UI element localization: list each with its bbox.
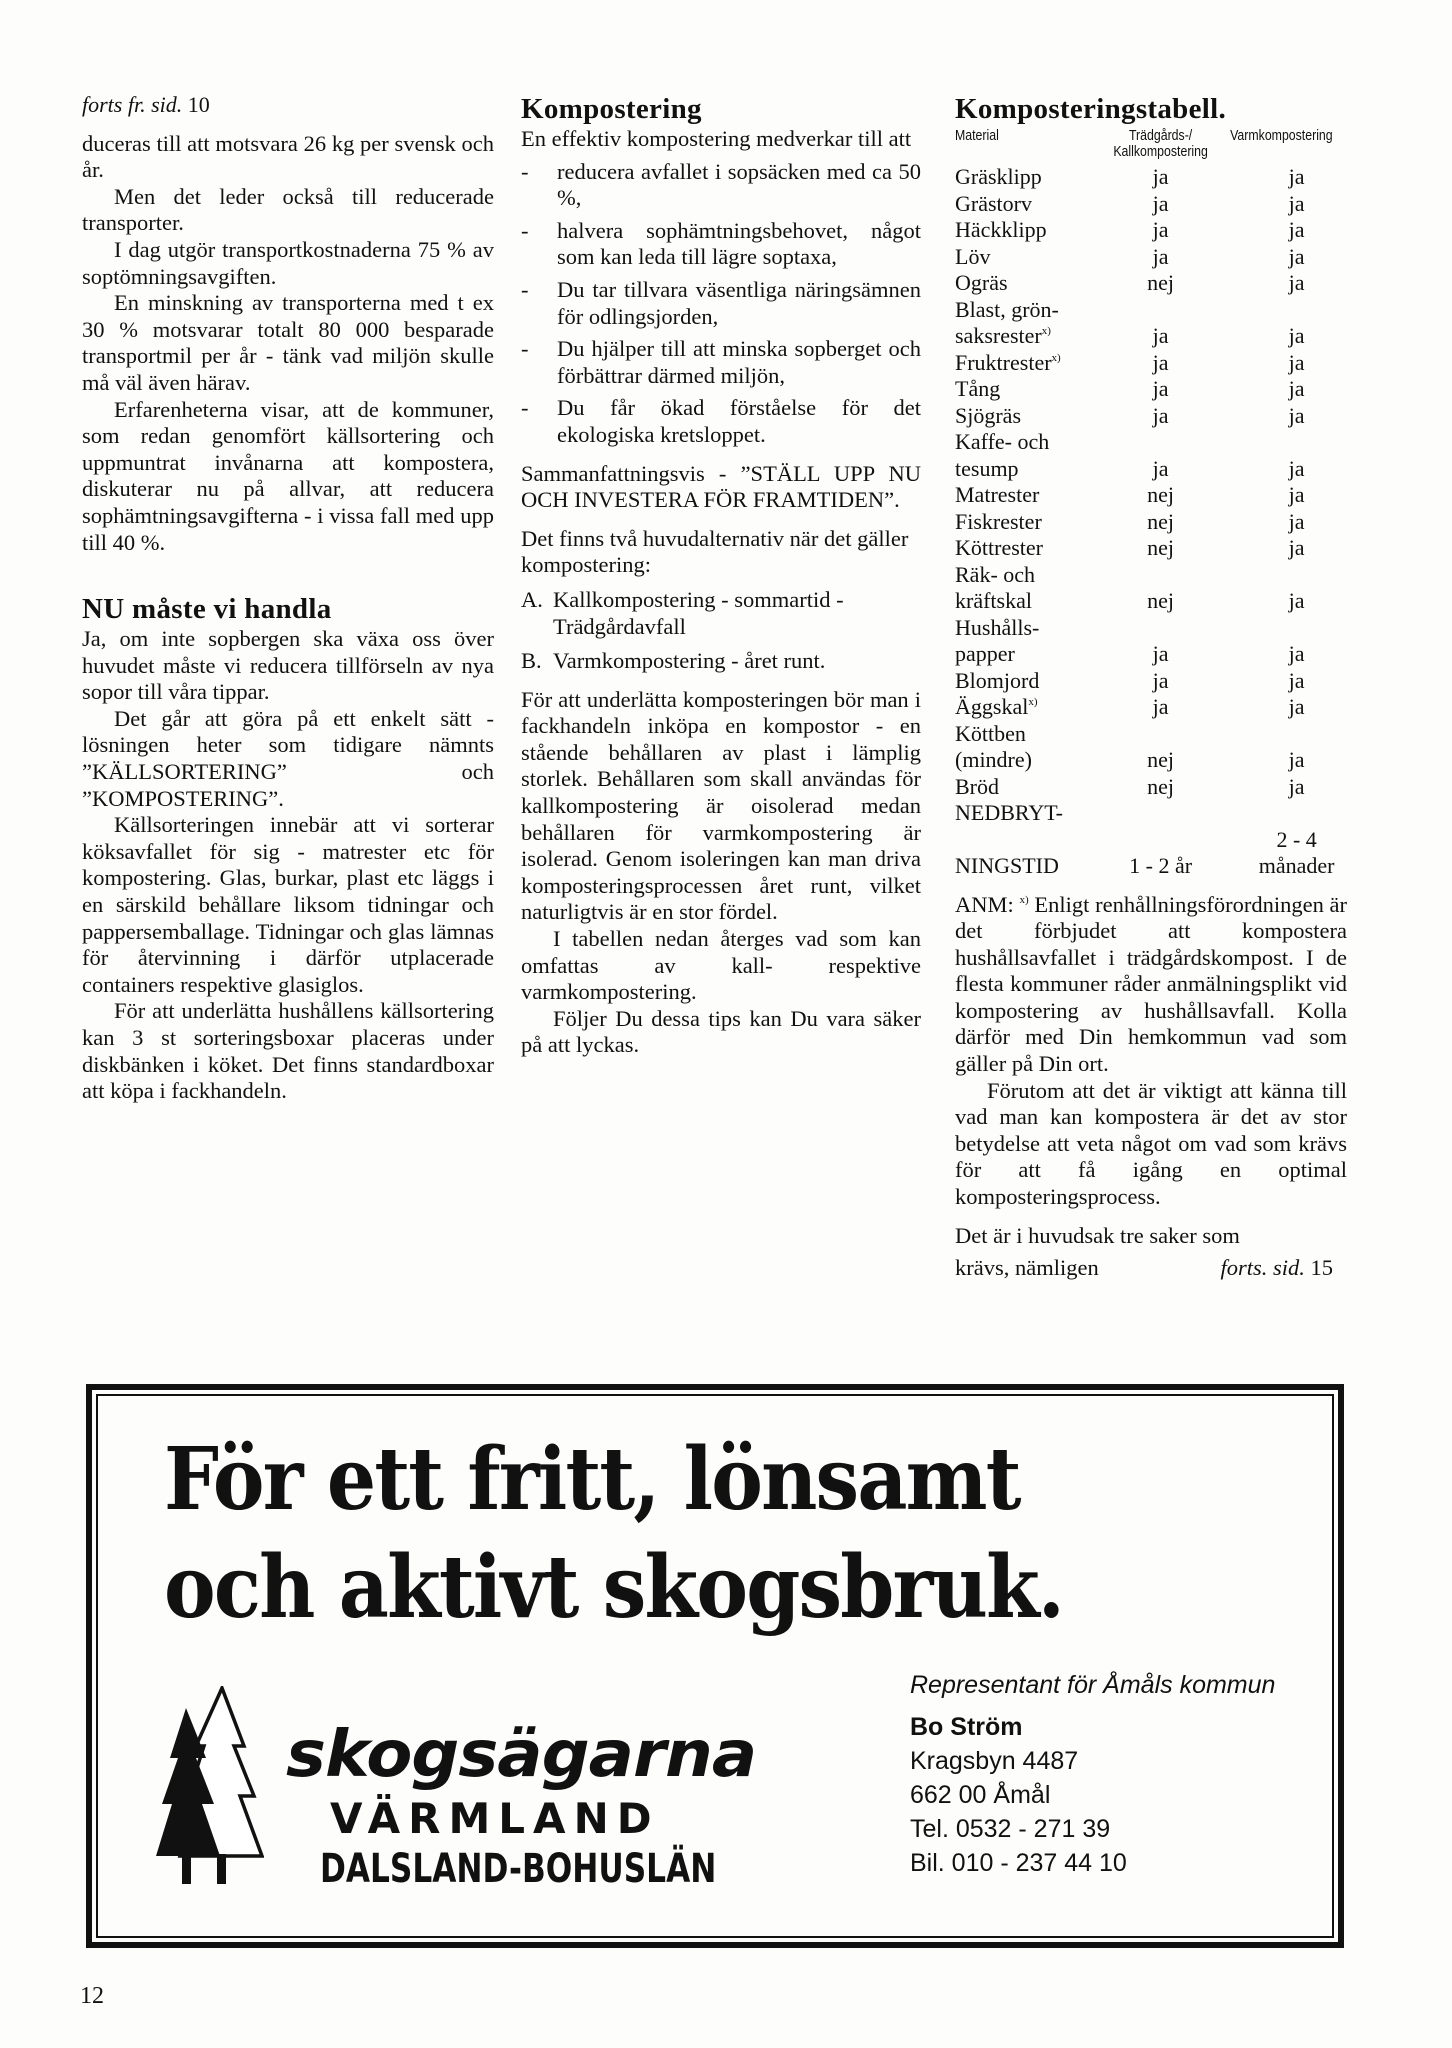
table-row [955,164,1347,191]
bullet-item [521,159,921,212]
contact-postal: 662 00 Åmål [910,1781,1051,1809]
paragraph: Ja, om inte sopbergen ska växa oss över huvudet måste vi reducera tillförseln av nya sopor till våra tippar. [82,626,494,705]
cold-compost-cell: ja [1152,376,1169,401]
cold-compost-cell: nej [1147,535,1175,560]
table-row [955,641,1347,668]
cold-compost-cell: ja [1152,641,1169,666]
footnote-marker: x) [1019,893,1029,906]
table-row [955,588,1347,615]
warm-compost-cell: ja [1288,641,1305,666]
material-cell [955,694,1105,721]
paragraph: För att underlätta komposteringen bör man i fackhandeln inköpa en kompostor - en stående behållaren av plast i lämplig storlek. Behållaren som skall användas för kallkompostering är oisolerad medan behållaren för varmkompostering är isolerad. Genom isoleringen kan man driva komposteringsprocessen året runt, vilket naturligtvis är en stor fördel. [521,686,921,925]
table-row-label-line [955,429,1347,456]
material-cell-line1: NEDBRYT- [955,800,1063,825]
material-cell-line1: Hushålls- [955,614,1040,640]
material-name: Gräsklipp [955,164,1042,189]
advertisement [86,1384,1344,1948]
table-row [955,747,1347,774]
cold-compost-cell: 1 - 2 år [1129,853,1193,878]
cold-compost-cell: nej [1147,270,1175,295]
paragraph: I dag utgör transportkostnaderna 75 % av soptömningsavgiften. [82,236,494,289]
table-row [955,323,1347,350]
logo-brand: skogsägarna [286,1718,757,1792]
cold-compost-cell: ja [1152,349,1169,375]
summary-text: Sammanfattningsvis - ”STÄLL UPP NU OCH INVESTERA FÖR FRAMTIDEN”. [521,460,921,513]
table-row [955,694,1347,721]
table-row-label-line [955,562,1347,589]
alternative-text: Kallkompostering - sommartid - Trädgårdavfall [553,586,844,639]
cold-compost-cell: nej [1147,588,1175,613]
paragraph: Förutom att det är viktigt att känna till vad man kan kompostera är det av stor betydelse att veta något om vad som krävs för att få igång en optimal komposteringsprocess. [955,1077,1347,1210]
paragraph: Källsorteringen innebär att vi sorterar köksavfallet för sig - matrester etc för kompostering. Glas, burkar, plast etc läggs i en särskild behållare liksom tidningar och pappersemballage. Tidningar och glas lämnas för återvinning i därför utplacerade containers respektive glasiglos. [82,812,494,997]
table-row [955,482,1347,509]
paragraph: Följer Du dessa tips kan Du vara säker på att lyckas. [521,1005,921,1058]
contact-representative: Representant för Åmåls kommun [910,1671,1276,1699]
table-row [955,509,1347,536]
column-header-material: Material [955,128,999,144]
closing-line: Det är i huvudsak tre saker som [955,1222,1240,1248]
compost-table [955,126,1347,880]
material-cell [955,827,1105,880]
bullet-marker: - [521,336,529,362]
material-cell [955,350,1105,377]
table-row [955,350,1347,377]
footnote [955,892,1347,1078]
cold-compost-cell: ja [1152,455,1169,481]
material-cell [955,217,1105,244]
continued-to-page: 15 [1310,1255,1333,1281]
cold-compost-cell: nej [1147,508,1175,534]
section-heading: NU måste vi handla [82,593,332,626]
paragraph: duceras till att motsvara 26 kg per svensk och år. [82,130,494,183]
material-name: kräftskal [955,588,1032,613]
ad-headline-line: och aktivt skogsbruk. [164,1537,1064,1638]
material-cell-line1: Räk- och [955,561,1036,587]
warm-compost-cell: ja [1288,694,1305,719]
footnote-marker: x) [1028,696,1038,708]
continued-to-label: forts. sid. [1220,1255,1305,1281]
table-row [955,668,1347,695]
warm-compost-cell: ja [1288,217,1305,242]
contact-block [910,1668,1275,1880]
column-header-cold: Trädgårds-/ Kallkompostering [1113,128,1208,160]
continued-to [1220,1255,1333,1282]
bullet-marker: - [521,217,529,243]
cold-compost-cell: ja [1152,694,1169,719]
table-row [955,191,1347,218]
closing-row [955,1249,1347,1282]
bullet-item [521,218,921,271]
cold-compost-cell: ja [1152,667,1169,693]
material-name: Blomjord [955,667,1040,693]
continued-from-label: forts fr. sid. [82,92,183,117]
logo-region: DALSLAND-BOHUSLÄN [320,1846,717,1892]
bullet-marker: - [521,158,529,184]
material-cell [955,482,1105,509]
table-row [955,376,1347,403]
table-row [955,535,1347,562]
intro-text: En effektiv kompostering medverkar till att [521,126,912,151]
bullet-item [521,277,921,330]
footnote-marker: x) [1051,351,1061,364]
material-cell [955,376,1105,403]
material-cell-line1: Blast, grön- [955,296,1059,322]
article-column-2 [521,92,921,1059]
bullet-marker: - [521,276,529,302]
contact-address: Kragsbyn 4487 [910,1747,1079,1775]
warm-compost-cell: 2 - 4 månader [1258,826,1335,878]
table-row [955,827,1347,880]
footnote-text: Enligt renhållningsförordningen är det förbjudet att kompostera hushållsavfallet i trädgårdskompost. I de flesta kommuner råder anmälningsplikt vid kompostering av hushållsavfall. Kolla därför med Din hemkommun vad som gäller på Din ort. [955,891,1348,1077]
material-cell [955,747,1105,774]
table-row [955,217,1347,244]
warm-compost-cell: ja [1288,349,1305,375]
column-header-warm: Varmkompostering [1230,128,1333,144]
ad-inner-border [96,1394,1334,1938]
material-name: NINGSTID [955,853,1059,878]
warm-compost-cell: ja [1288,164,1305,189]
material-name: Fiskrester [955,508,1042,534]
cold-compost-cell: ja [1152,190,1169,216]
material-name: saksrester [955,323,1042,348]
material-cell [955,191,1105,218]
table-row [955,244,1347,271]
warm-compost-cell: ja [1288,402,1305,428]
material-cell-line1: Kaffe- och [955,429,1050,454]
closing-line: krävs, nämligen [955,1255,1099,1281]
warm-compost-cell: ja [1288,535,1305,560]
material-cell [955,509,1105,536]
bullet-text: reducera avfallet i sopsäcken med ca 50 %, [557,158,921,211]
bullet-item [521,336,921,389]
warm-compost-cell: ja [1288,508,1305,534]
warm-compost-cell: ja [1288,482,1305,507]
material-cell [955,668,1105,695]
material-name: Ogräs [955,270,1008,295]
table-row-label-line [955,721,1347,748]
cold-compost-cell: nej [1147,773,1175,799]
section-heading: Kompostering [521,93,702,125]
bullet-text: Du får ökad förståelse för det ekologiska kretsloppet. [557,395,921,447]
material-name: Köttrester [955,535,1043,560]
warm-compost-cell: ja [1288,243,1305,269]
cold-compost-cell: ja [1152,243,1169,269]
table-row-label-line [955,297,1347,324]
table-heading: Komposteringstabell. [955,93,1227,125]
article-column-1 [82,92,494,1105]
alternative-marker: B. [521,648,542,674]
warm-compost-cell: ja [1288,455,1305,481]
material-cell [955,403,1105,430]
warm-compost-cell: ja [1288,376,1305,401]
material-name: Matrester [955,482,1040,507]
warm-compost-cell: ja [1288,588,1305,613]
cold-compost-cell: nej [1147,482,1175,507]
cold-compost-cell: ja [1152,323,1169,348]
material-cell [955,641,1105,668]
material-name: Sjögräs [955,402,1021,428]
paragraph: För att underlätta hushållens källsortering kan 3 st sorteringsboxar placeras under diskbänken i köket. Det finns standardboxar att köpa i fackhandeln. [82,998,494,1104]
material-cell [955,164,1105,191]
pine-trees-icon [154,1686,264,1886]
material-cell [955,535,1105,562]
material-cell [955,774,1105,801]
material-name: Häckklipp [955,217,1047,242]
material-name: papper [955,641,1015,666]
alternative-item [521,648,921,675]
warm-compost-cell: ja [1288,773,1305,799]
material-name: (mindre) [955,747,1032,772]
alternatives-intro: Det finns två huvudalternativ när det gäller kompostering: [521,525,909,578]
material-name: Äggskal [955,694,1029,719]
alternative-item [521,587,921,640]
alternative-marker: A. [521,586,543,612]
table-row [955,774,1347,801]
article-column-3 [955,92,1347,1282]
logo-region: VÄRMLAND [330,1794,660,1843]
table-row [955,403,1347,430]
warm-compost-cell: ja [1288,270,1305,295]
table-row [955,270,1347,297]
cold-compost-cell: ja [1152,164,1169,189]
table-row-label-line [955,800,1347,827]
bullet-text: halvera sophämtningsbehovet, något som kan leda till lägre soptaxa, [557,217,921,270]
paragraph: Men det leder också till reducerade transporter. [82,183,494,236]
page-number: 12 [80,1983,104,2009]
material-name: Löv [955,243,991,269]
skogsagarna-logo [134,1666,914,1906]
warm-compost-cell: ja [1288,190,1305,216]
table-body [955,164,1347,880]
ad-headline-line: För ett fritt, lönsamt [164,1429,1020,1530]
alternative-text: Varmkompostering - året runt. [553,648,826,674]
cold-compost-cell: ja [1152,402,1169,428]
material-cell [955,270,1105,297]
material-name: tesump [955,455,1019,481]
warm-compost-cell: ja [1288,667,1305,693]
material-cell [955,244,1105,271]
paragraph: Erfarenheterna visar, att de kommuner, som redan genomfört källsortering och uppmuntrat invånarna att kompostera, diskuterar nu på allvar, att reducera sophämtningsavgifterna - i vissa fall med upp till 40 %. [82,396,494,555]
bullet-item [521,395,921,448]
continued-from-page: 10 [187,92,210,117]
table-header-row [955,126,1347,164]
table-row [955,456,1347,483]
material-name: Grästorv [955,190,1032,216]
warm-compost-cell: ja [1288,747,1305,772]
contact-name: Bo Ström [910,1713,1023,1741]
material-cell [955,323,1105,350]
material-cell [955,588,1105,615]
paragraph: En minskning av transporterna med t ex 30 % motsvarar totalt 80 000 besparade transportmil per år - tänk vad miljön skulle må väl även härav. [82,290,494,395]
cold-compost-cell: ja [1152,217,1169,242]
paragraph: Det går att göra på ett enkelt sätt - lösningen heter som tidigare nämnts ”KÄLLSORTERING” och ”KOMPOSTERING”. [82,705,494,811]
footnote-label: ANM: [955,891,1014,917]
bullet-text: Du hjälper till att minska sopberget och förbättrar därmed miljön, [557,336,921,388]
cold-compost-cell: nej [1147,747,1175,772]
material-name: Bröd [955,773,999,799]
contact-phone: Tel. 0532 - 271 39 [910,1815,1111,1843]
material-cell-line1: Köttben [955,720,1026,746]
material-name: Fruktrester [955,349,1052,375]
paragraph: I tabellen nedan återges vad som kan omfattas av kall- respektive varmkompostering. [521,926,921,1005]
material-cell [955,456,1105,483]
bullet-marker: - [521,395,529,421]
warm-compost-cell: ja [1288,323,1305,348]
ad-headline [164,1426,1063,1642]
bullet-text: Du tar tillvara väsentliga näringsämnen för odlingsjorden, [557,276,921,329]
contact-mobile: Bil. 010 - 237 44 10 [910,1849,1127,1877]
table-row-label-line [955,615,1347,642]
footnote-marker: x) [1041,325,1051,337]
material-name: Tång [955,376,1001,401]
continued-from [82,92,494,119]
